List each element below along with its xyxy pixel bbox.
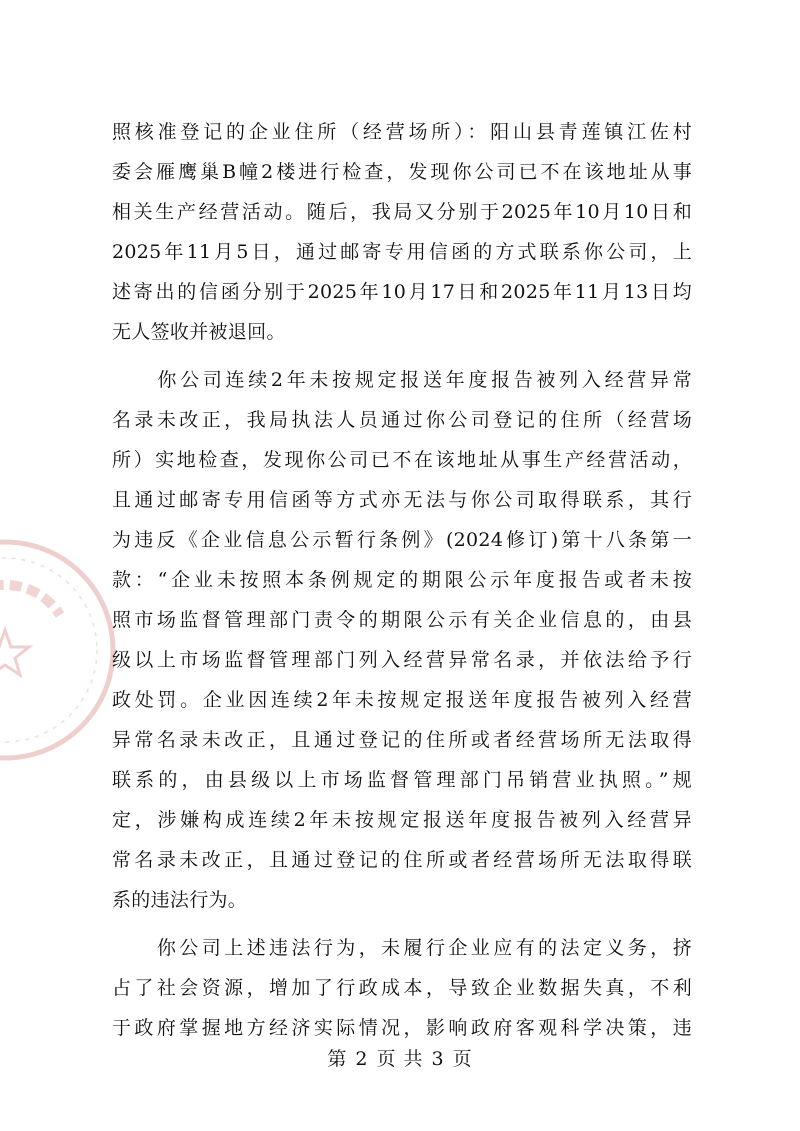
text-line: 级以上市场监督管理部门列入经营异常名录，并依法给予行 (112, 649, 692, 671)
text-line: 于政府掌握地方经济实际情况，影响政府客观科学决策，违 (112, 1017, 692, 1039)
text-line: 联系的，由县级以上市场监督管理部门吊销营业执照。”规 (112, 769, 692, 791)
footer-page-number: 2 (355, 1048, 369, 1070)
text-line: 无人签收并被退回。 (112, 321, 286, 343)
text-line: 照核准登记的企业住所（经营场所）：阳山县青莲镇江佐村 (112, 121, 692, 143)
footer-total-pages: 3 (431, 1048, 445, 1070)
footer-prefix: 第 (327, 1048, 348, 1070)
footer-suffix: 页 (452, 1048, 473, 1070)
text-line: 2025年11月5日，通过邮寄专用信函的方式联系你公司，上 (112, 241, 692, 263)
text-line: 照市场监督管理部门责令的期限公示有关企业信息的，由县 (112, 609, 692, 631)
text-line: 异常名录未改正，且通过登记的住所或者经营场所无法取得 (112, 729, 692, 751)
text-line: 款：“企业未按照本条例规定的期限公示年度报告或者未按 (112, 569, 692, 591)
footer-mid: 页 共 (376, 1048, 424, 1070)
text-line: 政处罚。企业因连续2年未按规定报送年度报告被列入经营 (112, 689, 692, 711)
text-line: 常名录未改正，且通过登记的住所或者经营场所无法取得联 (112, 849, 692, 871)
text-line: 为违反《企业信息公示暂行条例》(2024修订)第十八条第一 (112, 529, 692, 551)
official-seal-stamp (0, 535, 120, 765)
text-line: 述寄出的信函分别于2025年10月17日和2025年11月13日均 (112, 281, 692, 303)
text-line: 你公司连续2年未按规定报送年度报告被列入经营异常 (112, 369, 692, 391)
text-line: 系的违法行为。 (112, 889, 248, 911)
text-line: 占了社会资源，增加了行政成本，导致企业数据失真，不利 (112, 977, 692, 999)
text-line: 定，涉嫌构成连续2年未按规定报送年度报告被列入经营异 (112, 809, 692, 831)
text-line: 相关生产经营活动。随后，我局又分别于2025年10月10日和 (112, 201, 692, 223)
text-line: 名录未改正，我局执法人员通过你公司登记的住所（经营场 (112, 409, 692, 431)
text-line: 你公司上述违法行为，未履行企业应有的法定义务，挤 (112, 937, 692, 959)
text-line: 所）实地检查，发现你公司已不在该地址从事生产经营活动， (112, 449, 692, 471)
page-footer (0, 1044, 800, 1074)
text-line: 委会雁鹰巢B幢2楼进行检查，发现你公司已不在该地址从事 (112, 161, 692, 183)
text-line: 且通过邮寄专用信函等方式亦无法与你公司取得联系，其行 (112, 489, 692, 511)
